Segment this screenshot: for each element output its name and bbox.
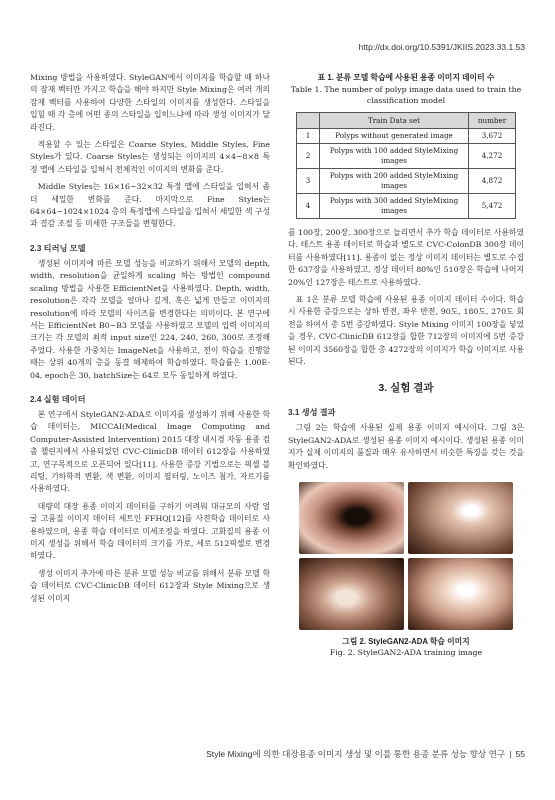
table-cell-number: 3,672 [469,129,516,144]
paragraph-efficientnet: 생성된 이미지에 따른 모델 성능을 비교하기 위해서 모델의 depth, width, resolution을 균일하게 scaling 하는 방법인 compound scaling 방법을 사용한 EfficientNet을 사용하였다. Depth, width, resolution은 각각 모델을 얼마나 깊게, 혹은 넓게 만들고 이미지의 resolution에 따라 모델의 사이즈를 변경한다는 의미이다. 본 연구에서는 EfficientNet B0~B3 모델을 사용하였고 모델의 입력 이미지의 크기는 각 모델의 최적 input size인 224, 240, 260, 300로 조정해 주었다. 사용한 가중치는 ImageNet을 사용하고, 전이 학습을 진행할 때는 상위 40개의 층을 동결 해제하여 학습하였다. 학습률은 1.00E-04, epoch은 30, batchSize는 64로 모두 동일하게 하였다. [30,258,270,380]
table-cell-no: 1 [297,129,320,144]
paragraph-style-mixing: Mixing 방법을 사용하였다. StyleGAN에서 이미지를 학습할 때 하나의 잠재 벡터만 가지고 학습을 해야 하지만 Style Mixing은 여러 개의 잠재 벡터를 사용하여 다양한 스타일의 이미지를 생성한다. 스타일을 입힐 때 각 층에 어떤 종의 스타일을 입히느냐에 따라 생성 이미지가 달라진다. [30,73,270,132]
polyp-image-2 [408,482,513,554]
paragraph-augmentation: 표 1은 분류 모델 학습에 사용된 용종 이미지 데이터 수이다. 학습 시 사용한 증강으로는 상하 반전, 좌우 반전, 90도, 180도, 270도 회전을 하여서 총 5번 증강하였다. Style Mixing 이미지 100장을 넣었을 경우, CVC-ClinicDB 612장을 합한 712장의 이미지에 5번 증강된 이미지 3560장을 합한 총 4272장의 이미지가 학습 이미지로 사용된다. [288,295,524,367]
section-heading-3-1: 3.1 생성 결과 [288,408,336,418]
page-number: 55 [515,749,525,759]
table-cell-no: 4 [297,194,320,219]
table-row [297,169,516,194]
polyp-image-1 [299,482,404,554]
table-row [297,129,516,144]
paragraph-classification-data: 생성 이미지 추가에 따른 분류 모델 성능 비교를 위해서 분류 모델 학습 데이터로 CVC-ClinicDB 데이터 612장과 Style Mixing으로 생성된 이미지 [30,568,270,603]
page-footer [206,748,525,760]
table-cell-number: 4,272 [469,144,516,169]
section-heading-2-4: 2.4 실험 데이터 [30,394,86,404]
doi-link[interactable]: http://dx.doi.org/10.5391/JKIIS.2023.33.1.53 [358,42,525,52]
table-cell-name: Polyps without generated image [320,129,469,144]
section-heading-3: 3. 실험 결과 [378,382,434,395]
table-cell-no: 2 [297,144,320,169]
right-column [288,72,524,657]
train-data-table [296,112,516,219]
polyp-image-4 [408,558,513,630]
table-header-row [297,113,516,129]
footer-title: Style Mixing에 의한 대장용종 이미지 생성 및 이를 통한 용종 분류 성능 향상 연구 [206,749,506,759]
footer-separator: | [509,749,512,759]
figure-2-images [299,482,513,630]
paragraph-training-data: 본 연구에서 StyleGAN2-ADA로 이미지를 생성하기 위해 사용한 학습 데이터는, MICCAI(Medical Image Computing and Computer-Assisted Intervention) 2015 대장 내시경 자동 용종 검출 챌린지에서 사용되었던 CVC-ClinicDB 데이터 612장을 사용하였고, 연구목적으로 오픈되어 있다[11]. 사용한 증강 기법으로는 픽셀 블리팅, 기하학적 변환, 색 변환, 이미지 필터링, 노이즈 첨가, 자르기를 사용하였다. [30,409,270,494]
table-caption-english: Table 1. The number of polyp image data used to train the classification model [290,85,522,105]
paragraph-middle-fine-styles: Middle Styles는 16×16~32×32 특정 맵에 스타일을 입혀서 좀 더 세밀한 변화를 준다. 마지막으로 Fine Styles는 64×64~1024×1024 층의 특정맵에 스타일을 입혀서 세밀한 색 구성과 결감 조절 등 미세한 구조들을 변형한다. [30,182,270,229]
table-header-number: number [469,113,516,129]
paragraph-test-data: 를 100장, 200장, 300장으로 늘리면서 추가 학습 데이터로 사용하였다. 테스트 용종 데이터로 학습과 별도로 CVC-ColonDB 300장 데이터를 사용하였다[11]. 용종이 없는 정상 이미지 데이터는 별도로 수집한 637장을 사용하였고, 정상 데이터 80%인 510장은 학습에 나머지 20%인 127장은 테스트로 사용하였다. [288,228,524,287]
paragraph-styles: 적용할 수 있는 스타일은 Coarse Styles, Middle Styles, Fine Styles가 있다. Coarse Styles는 생성되는 이미지의 4×4~8×8 특정 맵에 스타일을 입혀서 전체적인 이미지의 변화를 준다. [30,140,270,174]
figure-caption-korean: 그림 2. StyleGAN2-ADA 학습 이미지 [342,637,470,647]
paragraph-generation-results: 그림 2는 학습에 사용된 실제 용종 이미지 예시이다. 그림 3은 StyleGAN2-ADA로 생성된 용종 이미지 예시이다. 생성된 용종 이미지가 실제 이미지의 품질과 매우 유사하면서 비슷한 특징을 갖는 것을 확인하였다. [288,423,524,470]
paragraph-ffhq: 대량의 대장 용종 이미지 데이터를 구하기 어려워 대규모의 사람 얼굴 고품질 이미지 데이터 세트인 FFHQ[12]를 사전학습 데이터로 사용하였으며, 용종 학습 데이터로 미세조정을 하였다. 고화질의 용종 이미지 생성을 위해서 학습 데이터의 크기를 가로, 세로 512픽셀로 변경하였다. [30,501,270,561]
table-cell-number: 4,872 [469,169,516,194]
figure-caption-english: Fig. 2. StyleGAN2-ADA training image [329,648,483,658]
polyp-image-3 [299,558,404,630]
table-row [297,194,516,219]
table-cell-no: 3 [297,169,320,194]
table-row [297,144,516,169]
section-heading-2-3: 2.3 티러닝 모델 [30,243,86,253]
table-cell-name: Polyps with 200 added StyleMixing images [320,169,469,194]
table-cell-name: Polyps with 100 added StyleMixing images [320,144,469,169]
table-cell-number: 5,472 [469,194,516,219]
left-column [30,72,270,610]
table-caption-korean: 표 1. 분류 모델 학습에 사용된 용종 이미지 데이터 수 [317,73,495,82]
table-cell-name: Polyps with 300 added StyleMixing images [320,194,469,219]
table-header-no [297,113,320,129]
table-header-train-data-set: Train Data set [320,113,469,129]
